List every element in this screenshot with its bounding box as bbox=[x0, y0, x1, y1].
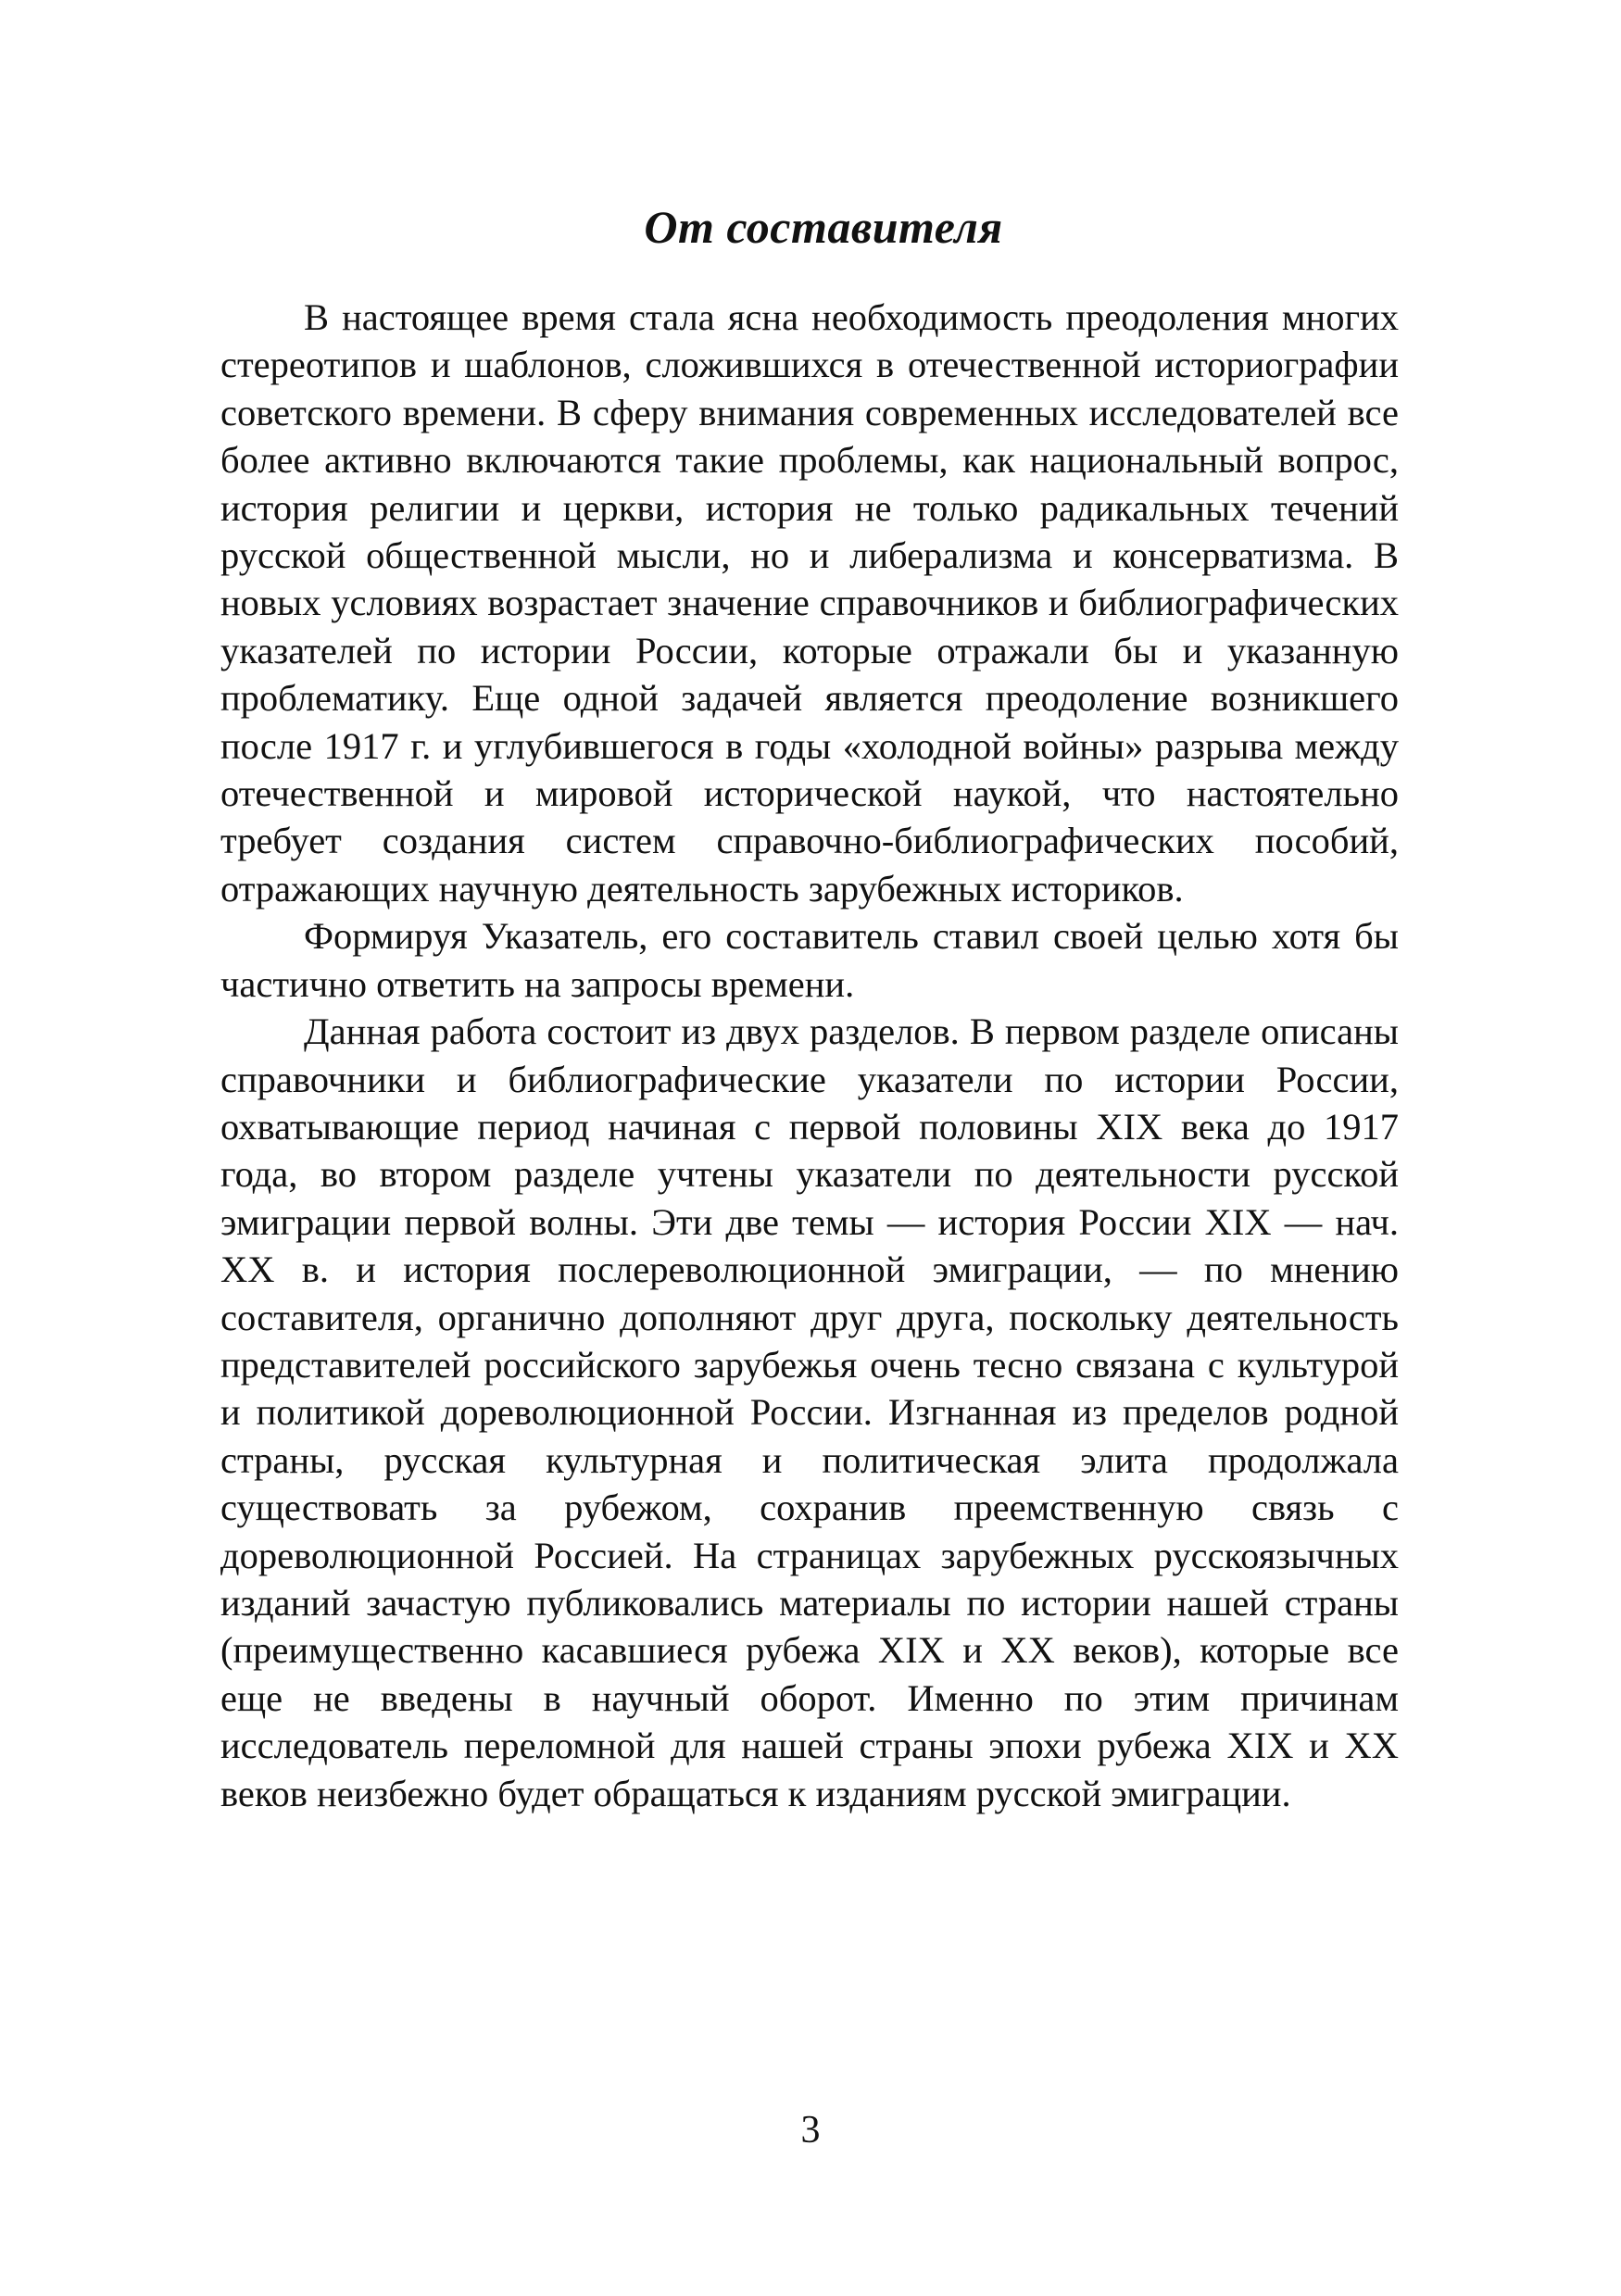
paragraph-3: Данная работа состоит из двух разделов. В первом разделе описаны справочники и библиографические указатели по истории России, охватывающие период начиная с первой половины XIX века до 1917 года, во втором разделе учтены указатели по деятельности русской эмиграции первой волны. Эти две темы — история России XIX — нач. XX в. и история послереволюционной эмиграции, — по мнению составителя, органично дополняют друг друга, поскольку деятельность представителей российского зарубежья очень тесно связана с культурой и политикой дореволюционной России. Изгнанная из пределов родной страны, русская культурная и политическая элита продолжала существовать за рубежом, сохранив преемственную связь с дореволюционной Россией. На страницах зарубежных русскоязычных изданий зачастую публиковались материалы по истории нашей страны (преимущественно касавшиеся рубежа XIX и XX веков), которые все еще не введены в научный оборот. Именно по этим причинам исследователь переломной для нашей страны эпохи рубежа XIX и XX веков неизбежно будет обращаться к изданиям русской эмиграции. bbox=[220, 1010, 1399, 1814]
body-text bbox=[220, 294, 1399, 1817]
paragraph-1: В настоящее время стала ясна необходимость преодоления многих стереотипов и шаблонов, сложившихся в отечественной историографии советского времени. В сферу внимания современных исследователей все более активно включаются такие проблемы, как национальный вопрос, история религии и церкви, история не только радикальных течений русской общественной мысли, но и либерализма и консерватизма. В новых условиях возрастает значение справочников и библиографических указателей по истории России, которые отражали бы и указанную проблематику. Еще одной задачей является преодоление возникшего после 1917 г. и углубившегося в годы «холодной войны» разрыва между отечественной и мировой исторической наукой, что настоятельно требует создания систем справочно-библиографических пособий, отражающих научную деятельность зарубежных историков. bbox=[220, 296, 1399, 910]
page-number: 3 bbox=[800, 2109, 821, 2152]
section-title: От составителя bbox=[644, 201, 1003, 253]
document-page bbox=[220, 199, 1399, 1817]
paragraph-2: Формируя Указатель, его составитель ставил своей целью хотя бы частично ответить на запросы времени. bbox=[220, 915, 1399, 1005]
